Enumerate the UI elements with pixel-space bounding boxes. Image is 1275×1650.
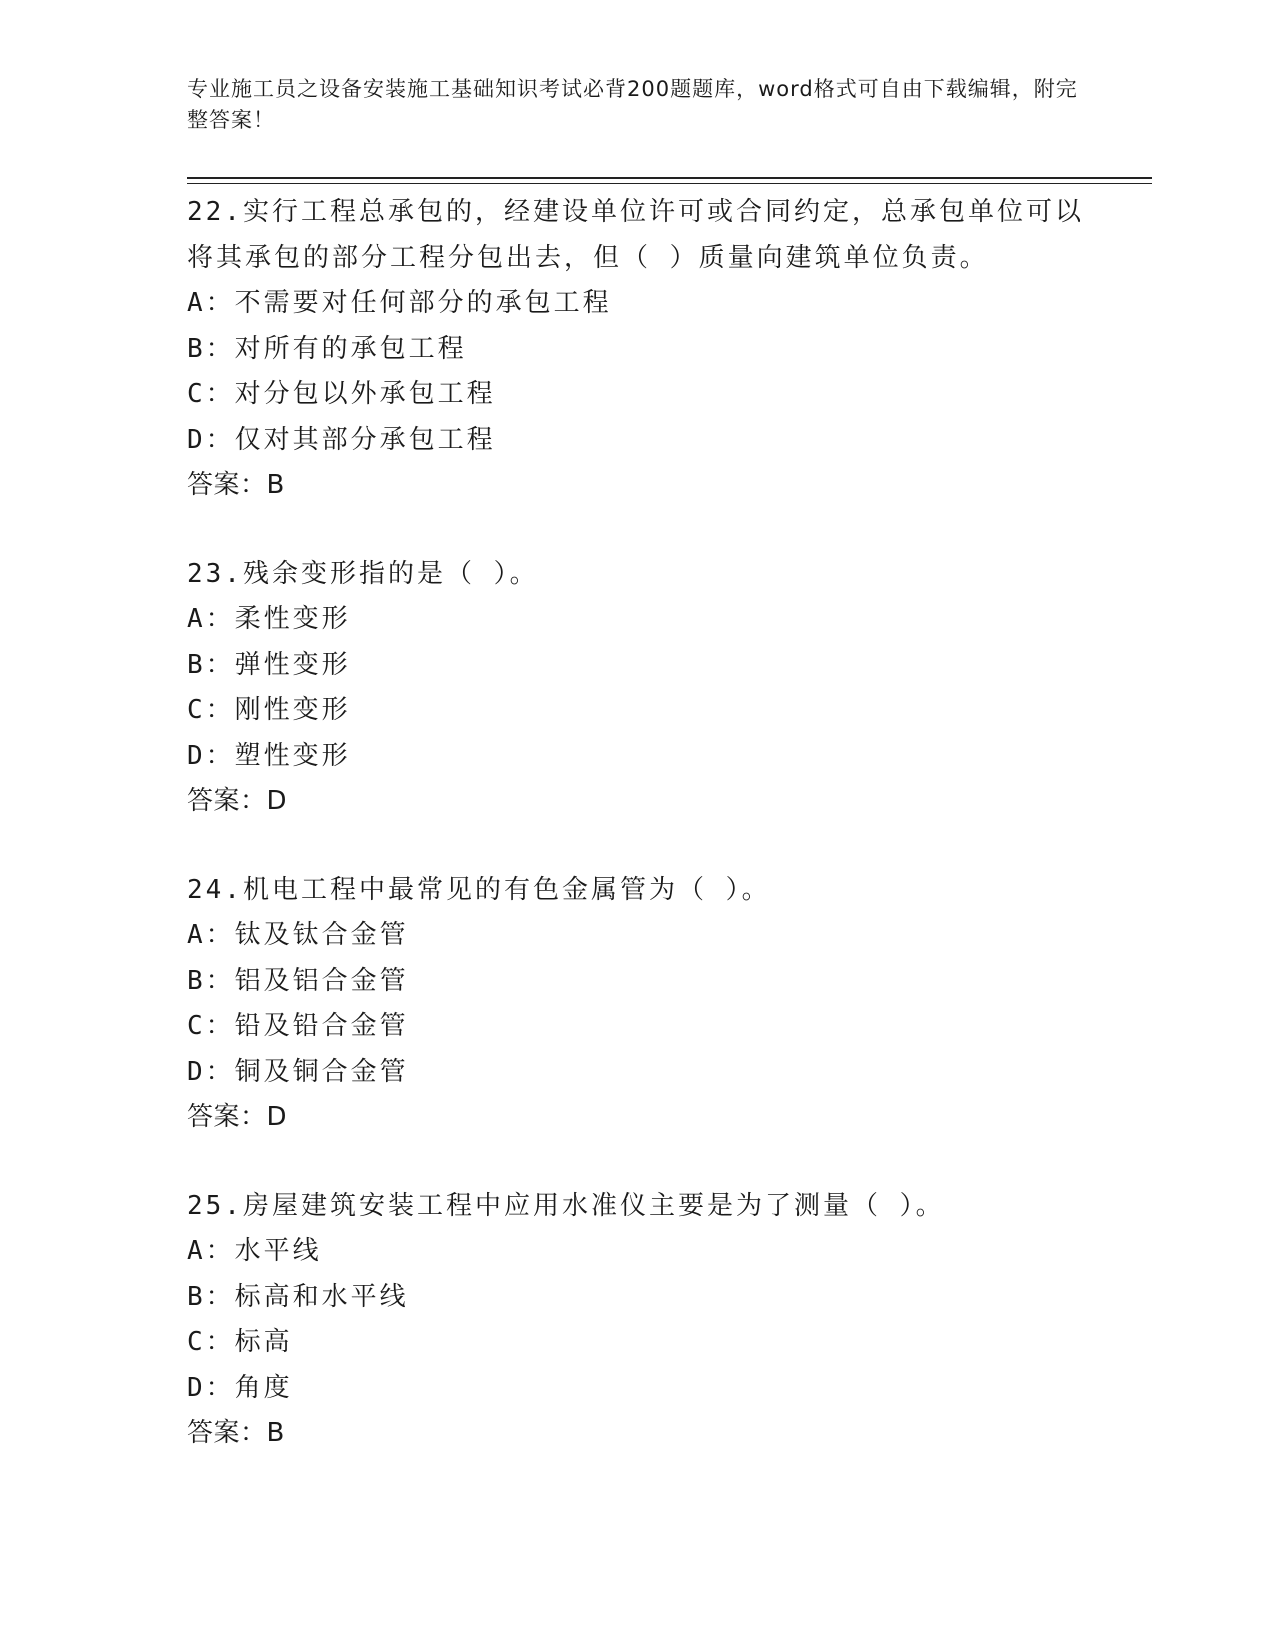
option-b: B：弹性变形 xyxy=(187,649,351,680)
question-list xyxy=(187,190,1152,1500)
option-d: D：塑性变形 xyxy=(187,740,351,771)
question-stem-line: 25.房屋建筑安装工程中应用水准仪主要是为了测量（ ）。 xyxy=(187,1190,945,1221)
question-item xyxy=(187,868,1152,1141)
question-item xyxy=(187,1184,1152,1457)
question-stem-line: 将其承包的部分工程分包出去，但（ ）质量向建筑单位负责。 xyxy=(187,242,989,273)
option-a: A：柔性变形 xyxy=(187,604,351,634)
option-d: D：铜及铜合金管 xyxy=(187,1056,409,1087)
answer-text: 答案：D xyxy=(187,1102,288,1132)
option-c: C：铅及铅合金管 xyxy=(187,1011,409,1041)
option-b: B：铝及铝合金管 xyxy=(187,965,409,996)
option-c: C：对分包以外承包工程 xyxy=(187,379,496,409)
header-divider-thick xyxy=(187,177,1152,179)
question-item xyxy=(187,190,1152,509)
option-b: B：对所有的承包工程 xyxy=(187,333,467,364)
option-a: A：不需要对任何部分的承包工程 xyxy=(187,288,612,318)
option-c: C：标高 xyxy=(187,1327,293,1357)
question-item xyxy=(187,552,1152,825)
answer-text: 答案：B xyxy=(187,1418,285,1448)
option-d: D：角度 xyxy=(187,1372,293,1403)
option-b: B：标高和水平线 xyxy=(187,1281,409,1312)
question-stem-line: 22.实行工程总承包的，经建设单位许可或合同约定，总承包单位可以 xyxy=(187,197,1084,227)
answer-text: 答案：B xyxy=(187,470,285,500)
answer-text: 答案：D xyxy=(187,786,288,816)
question-stem xyxy=(187,1184,1152,1230)
question-stem-line: 24.机电工程中最常见的有色金属管为（ ）。 xyxy=(187,874,771,905)
option-d: D：仅对其部分承包工程 xyxy=(187,424,496,455)
header-divider-thin xyxy=(187,183,1152,184)
option-a: A：钛及钛合金管 xyxy=(187,920,409,950)
option-c: C：刚性变形 xyxy=(187,695,351,725)
question-stem xyxy=(187,552,1152,598)
question-stem xyxy=(187,190,1152,281)
option-a: A：水平线 xyxy=(187,1236,322,1266)
question-stem xyxy=(187,868,1152,914)
document-header: 专业施工员之设备安装施工基础知识考试必背200题题库，word格式可自由下载编辑，附完整答案！ xyxy=(187,77,1078,132)
question-stem-line: 23.残余变形指的是（ ）。 xyxy=(187,558,539,589)
